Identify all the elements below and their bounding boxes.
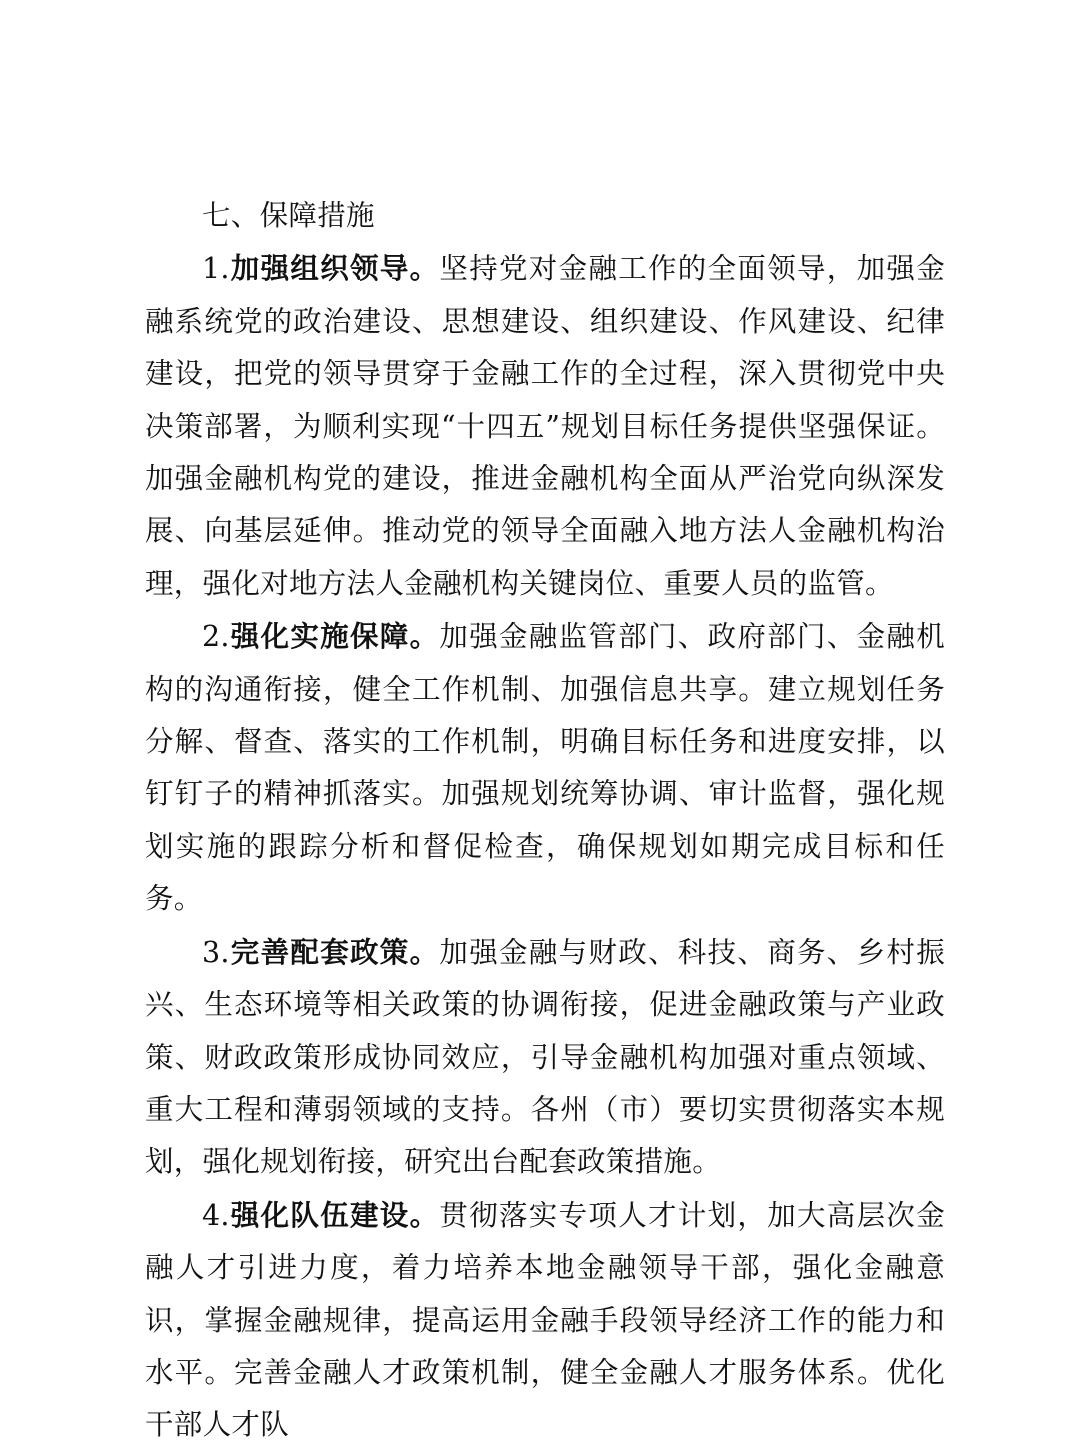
paragraph-team-building xyxy=(145,1189,945,1452)
paragraph-body: 加强金融与财政、科技、商务、乡村振兴、生态环境等相关政策的协调衔接，促进金融政策与产业政策、财政政策形成协同效应，引导金融机构加强对重点领域、重大工程和薄弱领域的支持。各州（市）要切实贯彻落实本规划，强化规划衔接，研究出台配套政策措施。 xyxy=(145,935,945,1179)
paragraph-lead: 完善配套政策。 xyxy=(229,934,440,969)
paragraph-lead: 加强组织领导。 xyxy=(229,251,440,286)
paragraph-supporting-policies xyxy=(145,926,945,1189)
paragraph-lead: 强化队伍建设。 xyxy=(229,1197,440,1232)
paragraph-number: 3. xyxy=(202,935,230,969)
section-heading: 七、保障措施 xyxy=(202,199,375,232)
paragraph-lead: 强化实施保障。 xyxy=(229,619,440,654)
paragraph-body: 贯彻落实专项人才计划，加大高层次金融人才引进力度，着力培养本地金融领导干部，强化金融意识，掌握金融规律，提高运用金融手段领导经济工作的能力和水平。完善金融人才政策机制，健全金融人才服务体系。优化干部人才队 xyxy=(145,1198,945,1442)
paragraph-body: 坚持党对金融工作的全面领导，加强金融系统党的政治建设、思想建设、组织建设、作风建设、纪律建设，把党的领导贯穿于金融工作的全过程，深入贯彻党中央决策部署，为顺利实现“十四五”规划目标任务提供坚强保证。加强金融机构党的建设，推进金融机构全面从严治党向纵深发展、向基层延伸。推动党的领导全面融入地方法人金融机构治理，强化对地方法人金融机构关键岗位、重要人员的监管。 xyxy=(145,252,945,600)
document-body xyxy=(145,190,945,1452)
paragraph-implementation-guarantee xyxy=(145,610,945,925)
paragraph-organization-leadership xyxy=(145,242,945,610)
paragraph-number: 4. xyxy=(202,1198,230,1232)
paragraph-body: 加强金融监管部门、政府部门、金融机构的沟通衔接，健全工作机制、加强信息共享。建立规划任务分解、督查、落实的工作机制，明确目标任务和进度安排，以钉钉子的精神抓落实。加强规划统筹协调、审计监督，强化规划实施的跟踪分析和督促检查，确保规划如期完成目标和任务。 xyxy=(145,620,945,916)
paragraph-number: 1. xyxy=(202,252,230,286)
paragraph-number: 2. xyxy=(202,620,230,654)
